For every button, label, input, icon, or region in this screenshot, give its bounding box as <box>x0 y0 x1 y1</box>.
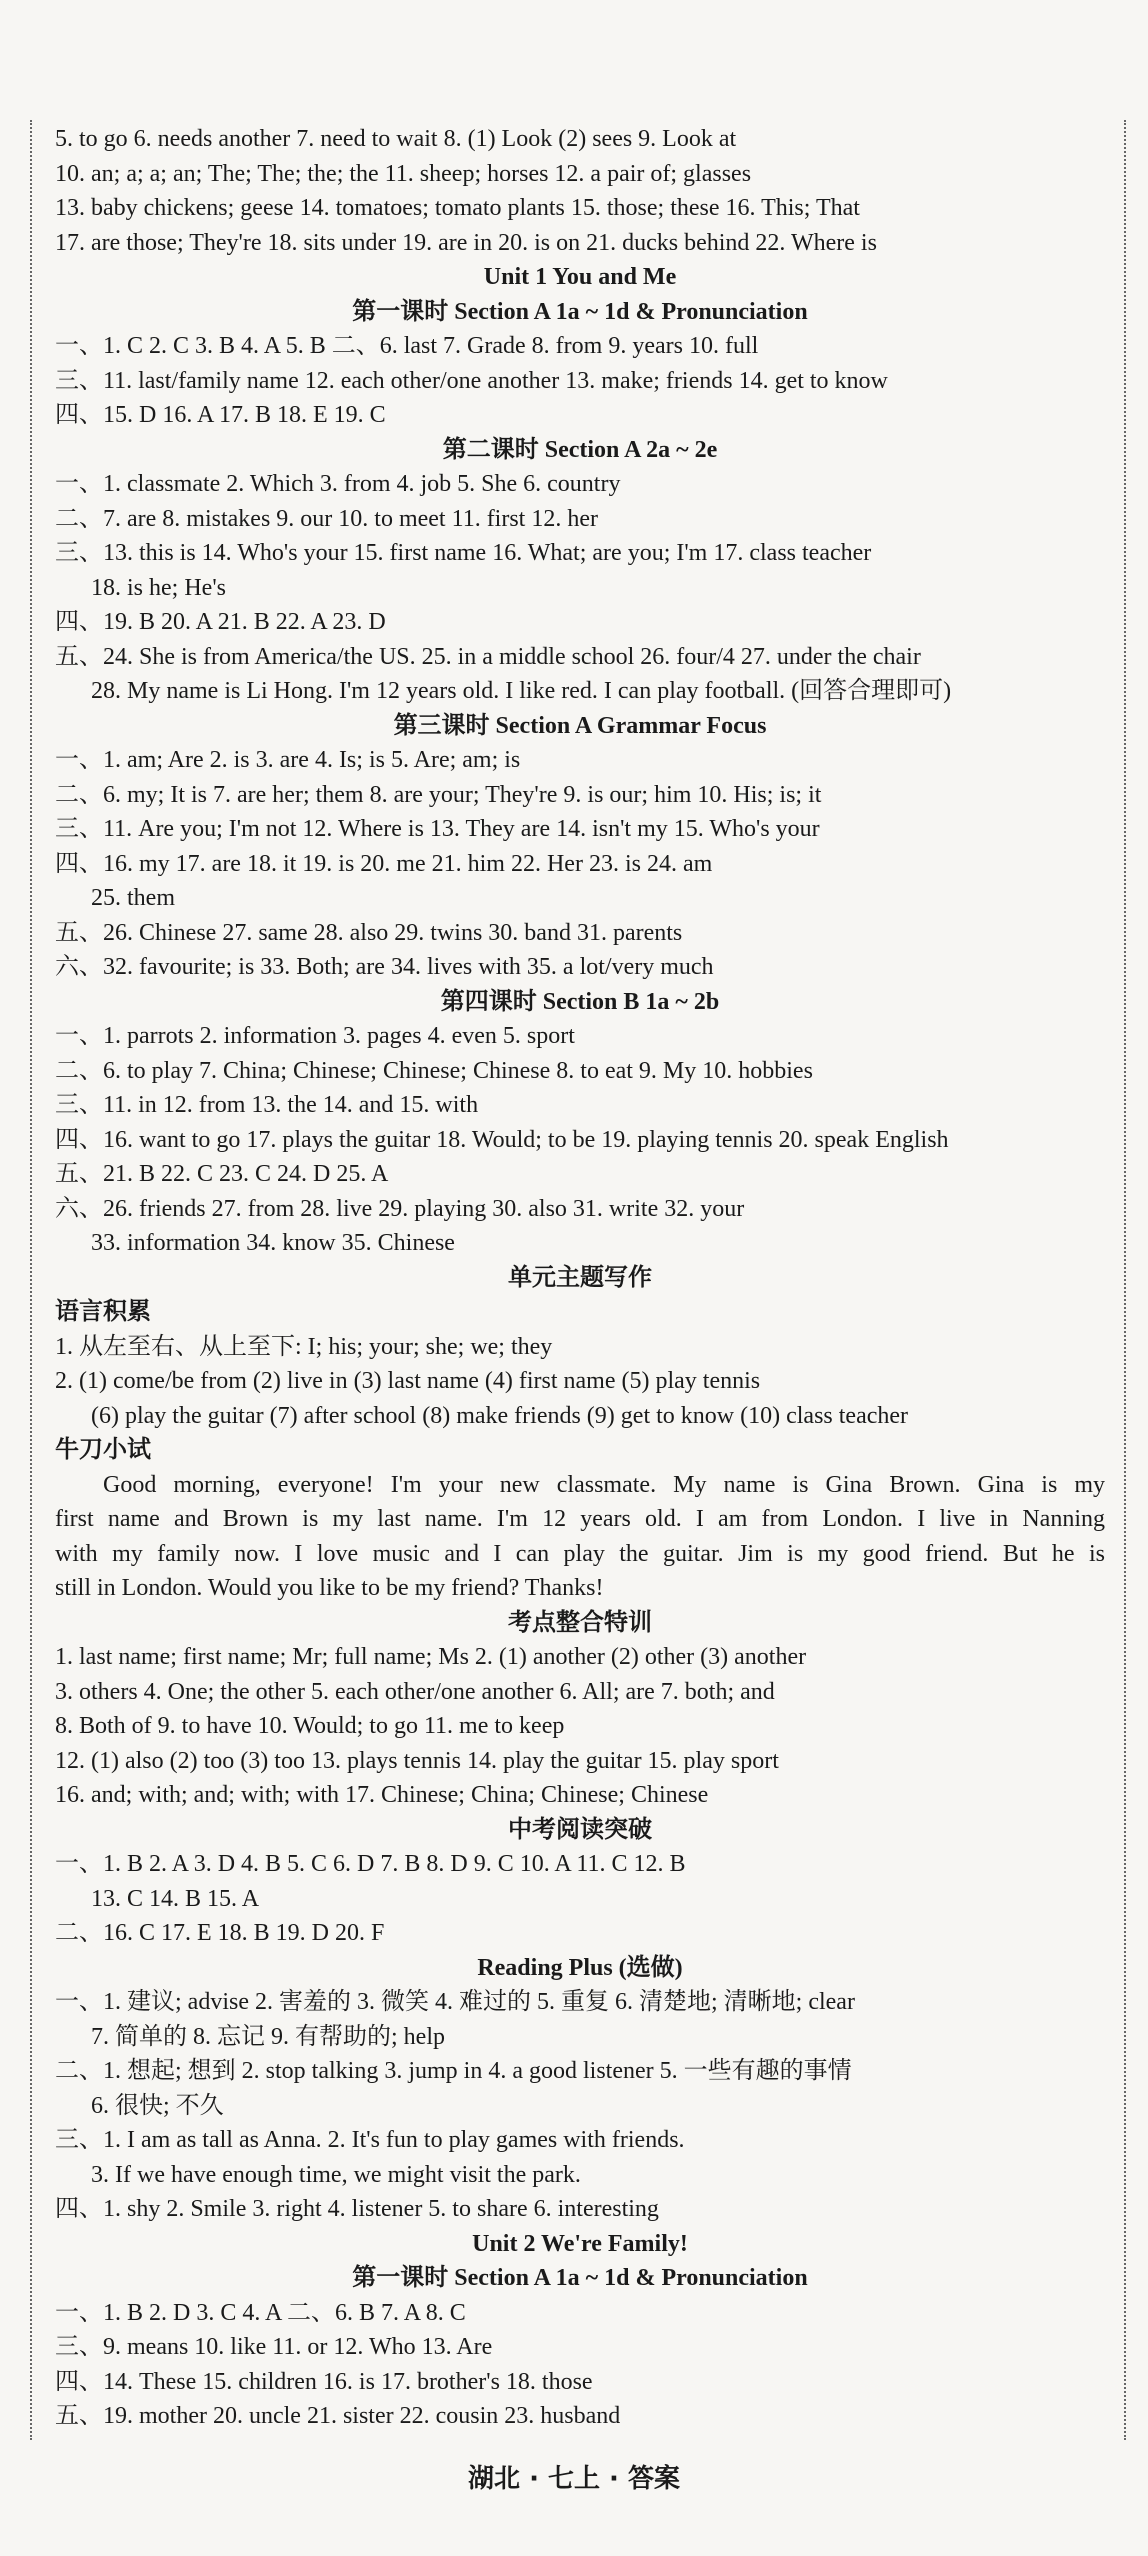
answer-line: 12. (1) also (2) too (3) too 13. plays tennis 14. play the guitar 15. play sport <box>55 1747 779 1774</box>
answer-line: 四、16. want to go 17. plays the guitar 18. Would; to be 19. playing tennis 20. speak English <box>55 1126 949 1153</box>
answer-line: 28. My name is Li Hong. I'm 12 years old. I like red. I can play football. (回答合理即可) <box>91 678 952 704</box>
answer-line: 六、32. favourite; is 33. Both; are 34. lives with 35. a lot/very much <box>55 954 714 980</box>
section-heading: 中考阅读突破 <box>508 1816 652 1843</box>
answer-line: 2. (1) come/be from (2) live in (3) last name (4) first name (5) play tennis <box>55 1368 761 1394</box>
answer-line: 5. to go 6. needs another 7. need to wait 8. (1) Look (2) sees 9. Look at <box>55 126 737 152</box>
essay-paragraph-line: first name and Brown is my last name. I'm 12 years old. I am from London. I live in Nanning <box>55 1506 1105 1532</box>
answer-line: 二、6. my; It is 7. are her; them 8. are your; They're 9. is our; him 10. His; is; it <box>55 781 822 808</box>
section-heading: 第三课时 Section A Grammar Focus <box>393 712 767 739</box>
page-footer: 湖北 · 七上 · 答案 <box>468 2464 680 2494</box>
answer-content <box>55 122 1105 2434</box>
answer-line: 四、1. shy 2. Smile 3. right 4. listener 5. to share 6. interesting <box>55 2196 659 2222</box>
answer-line: 四、15. D 16. A 17. B 18. E 19. C <box>55 402 386 428</box>
section-heading: 第四课时 Section B 1a ~ 2b <box>440 988 720 1015</box>
left-dotted-rule <box>30 120 32 2440</box>
answer-line: 6. 很快; 不久 <box>91 2092 224 2119</box>
answer-line: 四、19. B 20. A 21. B 22. A 23. D <box>55 609 386 635</box>
answer-line: 3. If we have enough time, we might visit the park. <box>91 2161 581 2188</box>
answer-line: 1. 从左至右、从上至下: I; his; your; she; we; they <box>55 1333 553 1360</box>
essay-paragraph-line: with my family now. I love music and I can play the guitar. Jim is my good friend. But he is <box>55 1540 1105 1567</box>
answer-line: 二、16. C 17. E 18. B 19. D 20. F <box>55 1920 385 1946</box>
right-dotted-rule <box>1124 120 1126 2440</box>
answer-line: 二、1. 想起; 想到 2. stop talking 3. jump in 4. a good listener 5. 一些有趣的事情 <box>55 2058 852 2084</box>
answer-line: 3. others 4. One; the other 5. each other/one another 6. All; are 7. both; and <box>55 1678 775 1705</box>
answer-line: 四、14. These 15. children 16. is 17. brother's 18. those <box>55 2368 593 2395</box>
section-heading: Reading Plus (选做) <box>477 1954 683 1981</box>
section-heading: 考点整合特训 <box>508 1609 652 1636</box>
answer-line: 二、6. to play 7. China; Chinese; Chinese; Chinese 8. to eat 9. My 10. hobbies <box>55 1057 813 1084</box>
answer-line: 三、11. in 12. from 13. the 14. and 15. with <box>55 1092 479 1118</box>
answer-line: (6) play the guitar (7) after school (8) make friends (9) get to know (10) class teacher <box>91 1402 909 1429</box>
answer-line: 一、1. classmate 2. Which 3. from 4. job 5. She 6. country <box>55 471 621 497</box>
answer-line: 17. are those; They're 18. sits under 19. are in 20. is on 21. ducks behind 22. Where is <box>55 229 877 256</box>
answer-line: 四、16. my 17. are 18. it 19. is 20. me 21. him 22. Her 23. is 24. am <box>55 850 713 877</box>
essay-paragraph-line: still in London. Would you like to be my friend? Thanks! <box>55 1575 604 1601</box>
answer-line: 一、1. B 2. D 3. C 4. A 二、6. B 7. A 8. C <box>55 2299 466 2326</box>
answer-line: 五、19. mother 20. uncle 21. sister 22. cousin 23. husband <box>55 2403 621 2429</box>
section-heading: 第一课时 Section A 1a ~ 1d & Pronunciation <box>352 2265 808 2291</box>
answer-line: 25. them <box>91 885 175 911</box>
answer-line: 一、1. parrots 2. information 3. pages 4. even 5. sport <box>55 1023 575 1049</box>
answer-line: 18. is he; He's <box>91 574 226 601</box>
answer-line: 一、1. C 2. C 3. B 4. A 5. B 二、6. last 7. Grade 8. from 9. years 10. full <box>55 333 759 359</box>
section-heading: 单元主题写作 <box>508 1264 652 1291</box>
section-heading: Unit 1 You and Me <box>483 264 677 290</box>
answer-line: 8. Both of 9. to have 10. Would; to go 11. me to keep <box>55 1713 565 1739</box>
answer-line: 13. baby chickens; geese 14. tomatoes; tomato plants 15. those; these 16. This; That <box>55 195 860 221</box>
essay-paragraph-line: Good morning, everyone! I'm your new classmate. My name is Gina Brown. Gina is my <box>103 1471 1105 1498</box>
answer-line: 五、26. Chinese 27. same 28. also 29. twins 30. band 31. parents <box>55 919 683 946</box>
answer-line: 13. C 14. B 15. A <box>91 1885 260 1912</box>
answer-line: 五、21. B 22. C 23. C 24. D 25. A <box>55 1161 389 1187</box>
section-heading: 第二课时 Section A 2a ~ 2e <box>442 436 718 463</box>
answer-line: 三、13. this is 14. Who's your 15. first name 16. What; are you; I'm 17. class teacher <box>55 540 872 566</box>
answer-line: 16. and; with; and; with; with 17. Chinese; China; Chinese; Chinese <box>55 1782 709 1808</box>
answer-line: 六、26. friends 27. from 28. live 29. playing 30. also 31. write 32. your <box>55 1195 745 1222</box>
section-heading: Unit 2 We're Family! <box>472 2230 688 2257</box>
answer-line: 一、1. am; Are 2. is 3. are 4. Is; is 5. Are; am; is <box>55 747 521 773</box>
subsection-heading: 牛刀小试 <box>55 1437 151 1463</box>
answer-line: 10. an; a; a; an; The; The; the; the 11. sheep; horses 12. a pair of; glasses <box>55 160 752 187</box>
answer-line: 33. information 34. know 35. Chinese <box>91 1230 455 1256</box>
section-heading: 第一课时 Section A 1a ~ 1d & Pronunciation <box>352 298 808 325</box>
answer-line: 三、11. last/family name 12. each other/one another 13. make; friends 14. get to know <box>55 367 888 394</box>
subsection-heading: 语言积累 <box>55 1299 151 1325</box>
answer-line: 三、9. means 10. like 11. or 12. Who 13. Are <box>55 2334 493 2360</box>
answer-line: 二、7. are 8. mistakes 9. our 10. to meet 11. first 12. her <box>55 505 598 532</box>
answer-line: 三、1. I am as tall as Anna. 2. It's fun to play games with friends. <box>55 2127 685 2153</box>
answer-line: 一、1. B 2. A 3. D 4. B 5. C 6. D 7. B 8. D 9. C 10. A 11. C 12. B <box>55 1851 686 1877</box>
answer-line: 7. 简单的 8. 忘记 9. 有帮助的; help <box>91 2023 445 2050</box>
answer-line: 一、1. 建议; advise 2. 害羞的 3. 微笑 4. 难过的 5. 重复 6. 清楚地; 清晰地; clear <box>55 1989 855 2015</box>
answer-line: 三、11. Are you; I'm not 12. Where is 13. They are 14. isn't my 15. Who's your <box>55 816 820 842</box>
answer-line: 1. last name; first name; Mr; full name; Ms 2. (1) another (2) other (3) another <box>55 1644 807 1670</box>
answer-line: 五、24. She is from America/the US. 25. in a middle school 26. four/4 27. under the chair <box>55 643 921 670</box>
